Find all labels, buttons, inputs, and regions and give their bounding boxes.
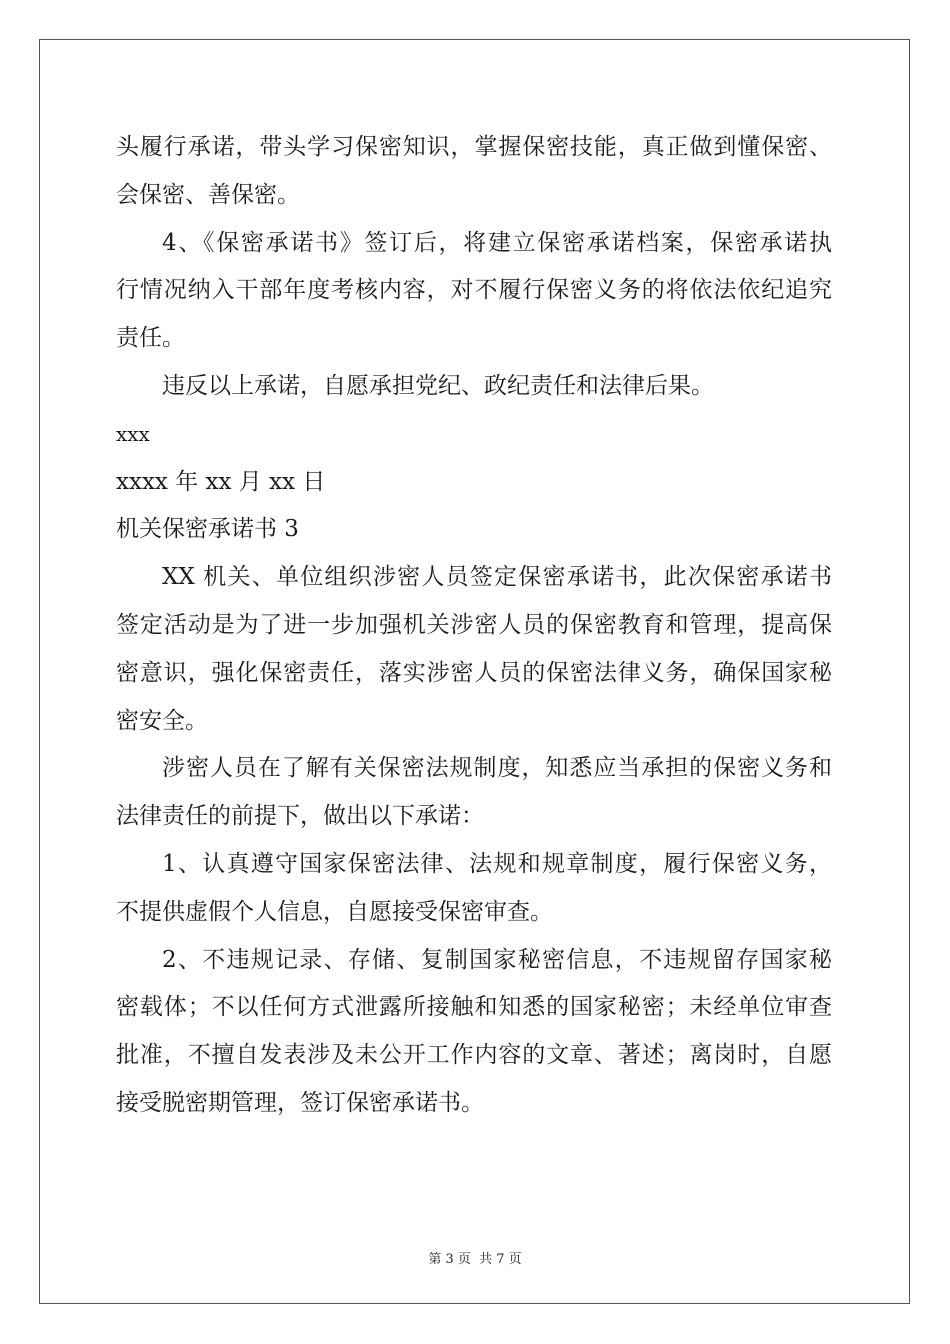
text-line: 签定活动是为了进一步加强机关涉密人员的保密教育和管理，提高保	[116, 611, 832, 638]
page-number-total: 共 7 页	[479, 1252, 522, 1267]
section-title: 机关保密承诺书 3	[116, 516, 299, 543]
text-line: 违反以上承诺，自愿承担党纪、政纪责任和法律后果。	[162, 372, 714, 399]
page-footer	[0, 1248, 950, 1267]
text-line: 4、《保密承诺书》签订后，将建立保密承诺档案，保密承诺执	[162, 229, 832, 256]
text-line: XX 机关、单位组织涉密人员签定保密承诺书，此次保密承诺书	[162, 564, 832, 591]
text-line: 密安全。	[116, 707, 208, 734]
text-line: 密意识，强化保密责任，落实涉密人员的保密法律义务，确保国家秘	[116, 659, 832, 686]
text-line: 密载体；不以任何方式泄露所接触和知悉的国家秘密；未经单位审查	[116, 994, 832, 1021]
document-body	[116, 124, 832, 1128]
text-line: 涉密人员在了解有关保密法规制度，知悉应当承担的保密义务和	[162, 755, 832, 782]
text-line: 1、认真遵守国家保密法律、法规和规章制度，履行保密义务，	[162, 850, 832, 877]
text-line: 不提供虚假个人信息，自愿接受保密审查。	[116, 898, 553, 925]
text-line: 行情况纳入干部年度考核内容，对不履行保密义务的将依法依纪追究	[116, 277, 832, 304]
signature-name: xxx	[116, 421, 150, 446]
text-line: 会保密、善保密。	[116, 181, 300, 208]
page-number-current: 第 3 页	[428, 1252, 471, 1267]
signature-date: xxxx 年 xx 月 xx 日	[116, 468, 326, 495]
text-line: 法律责任的前提下，做出以下承诺：	[116, 803, 484, 830]
text-line: 责任。	[116, 325, 185, 352]
text-line: 批准，不擅自发表涉及未公开工作内容的文章、著述；离岗时，自愿	[116, 1042, 832, 1069]
text-line: 头履行承诺，带头学习保密知识，掌握保密技能，真正做到懂保密、	[116, 134, 832, 160]
text-line: 接受脱密期管理，签订保密承诺书。	[116, 1089, 484, 1116]
text-line: 2、不违规记录、存储、复制国家秘密信息，不违规留存国家秘	[162, 946, 832, 973]
